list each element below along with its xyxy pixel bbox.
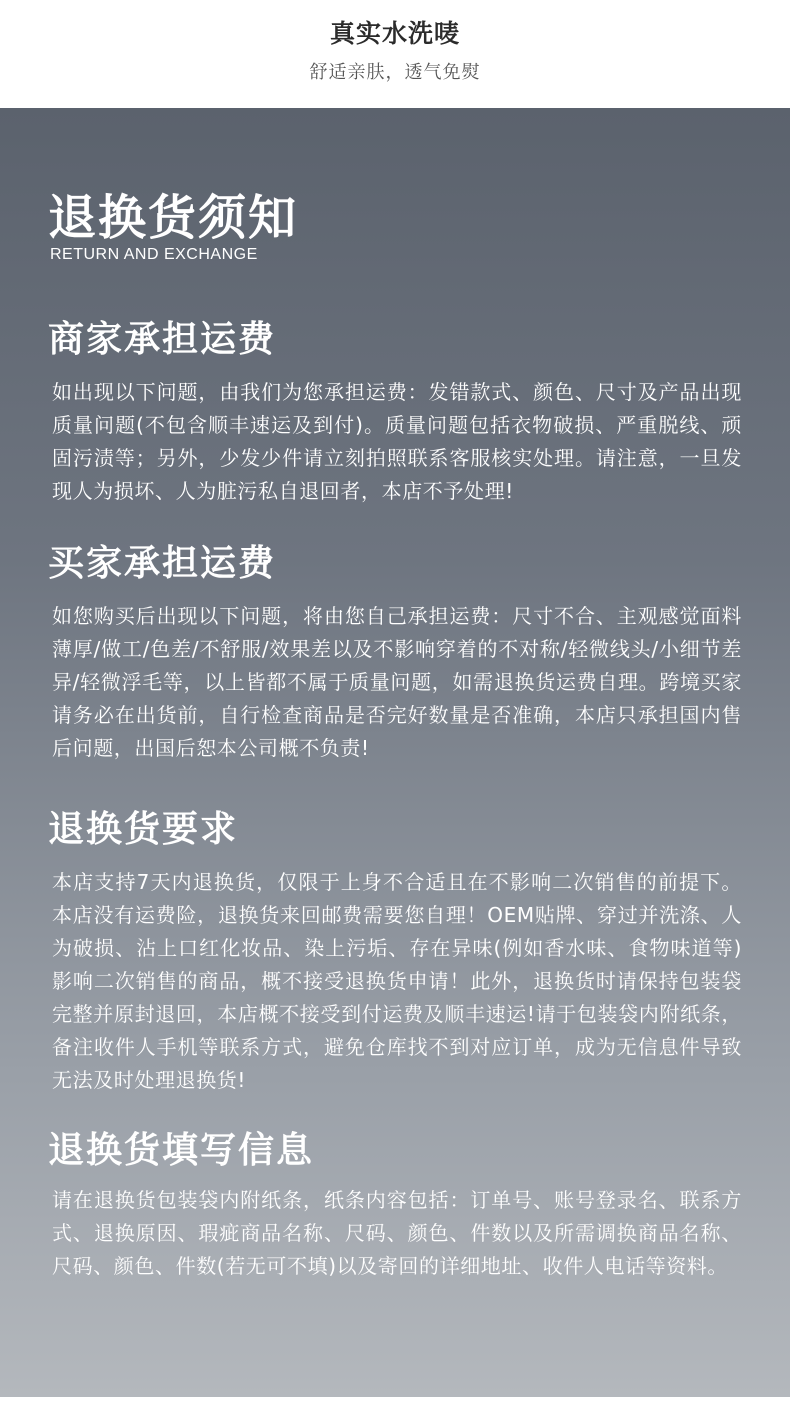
header-title: 真实水洗唛 [329,19,460,48]
bottom-divider [0,1397,790,1401]
section-title-return-requirements: 退换货要求 [48,809,239,850]
section-body-seller-shipping: 如出现以下问题，由我们为您承担运费：发错款式、颜色、尺寸及产品出现质量问题(不包含顺丰速运及到付)。质量问题包括衣物破损、严重脱线、顽固污渍等；另外，少发少件请立刻拍照联系客服核实处理。请注意，一旦发现人为损坏、人为脏污私自退回者，本店不予处理! [52,380,742,503]
section-body-return-info: 请在退换货包装袋内附纸条，纸条内容包括：订单号、账号登录名、联系方式、退换原因、瑕疵商品名称、尺码、颜色、件数以及所需调换商品名称、尺码、颜色、件数(若无可不填)以及寄回的详细地址、收件人电话等资料。 [52,1188,742,1278]
notice-subtitle: RETURN AND EXCHANGE [50,246,258,263]
section-title-seller-shipping: 商家承担运费 [48,319,277,360]
section-title-return-info: 退换货填写信息 [48,1130,315,1171]
header-subtitle: 舒适亲肤，透气免熨 [309,62,481,83]
header [0,0,790,108]
return-policy-panel [0,108,790,1397]
section-body-return-requirements: 本店支持7天内退换货，仅限于上身不合适且在不影响二次销售的前提下。本店没有运费险，退换货来回邮费需要您自理！OEM贴牌、穿过并洗涤、人为破损、沾上口红化妆品、染上污垢、存在异味(例如香水味、食物味道等)影响二次销售的商品，概不接受退换货申请！此外，退换货时请保持包装袋完整并原封退回，本店概不接受到付运费及顺丰速运!请于包装袋内附纸条，备注收件人手机等联系方式，避免仓库找不到对应订单，成为无信息件导致无法及时处理退换货! [52,870,742,1092]
notice-title: 退换货须知 [48,190,299,246]
section-title-buyer-shipping: 买家承担运费 [48,543,277,584]
section-body-buyer-shipping: 如您购买后出现以下问题，将由您自己承担运费：尺寸不合、主观感觉面料薄厚/做工/色差/不舒服/效果差以及不影响穿着的不对称/轻微线头/小细节差异/轻微浮毛等，以上皆都不属于质量问题，如需退换货运费自理。跨境买家请务必在出货前，自行检查商品是否完好数量是否准确，本店只承担国内售后问题，出国后恕本公司概不负责! [52,604,742,760]
